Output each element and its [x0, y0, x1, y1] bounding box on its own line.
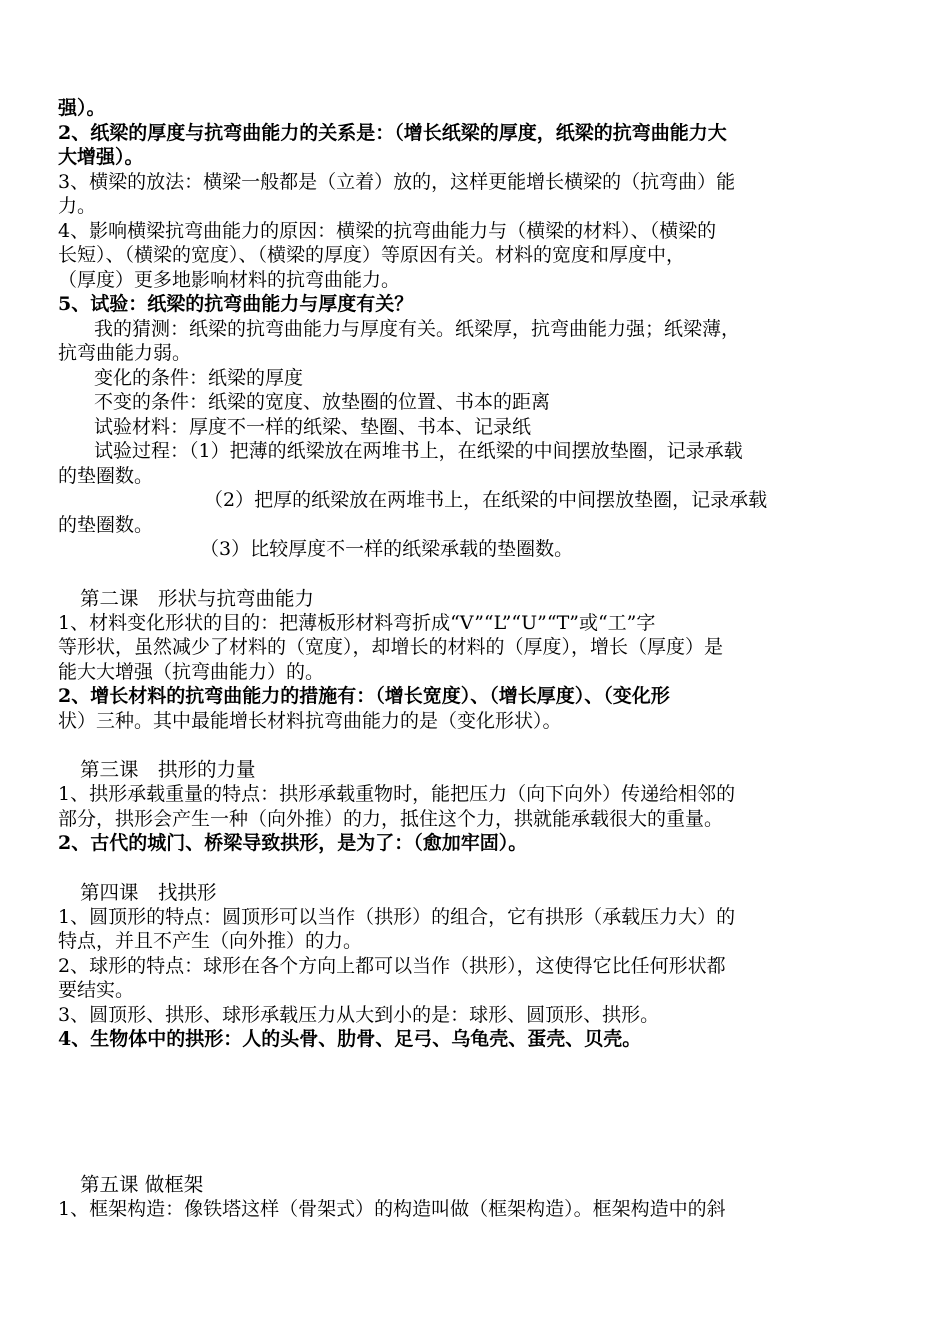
text-line: 大增强）。	[58, 146, 144, 168]
text-line: 不变的条件：纸梁的宽度、放垫圈的位置、书本的距离	[94, 391, 551, 413]
text-line: 我的猜测：纸梁的抗弯曲能力与厚度有关。纸梁厚，抗弯曲能力强；纸梁薄，	[94, 317, 741, 340]
text-line: 1、框架构造：像铁塔这样（骨架式）的构造叫做（框架构造）。框架构造中的斜	[58, 1197, 726, 1220]
text-line: 能大大增强（抗弯曲能力）的。	[58, 660, 325, 683]
text-line: 3、圆顶形、拱形、球形承载压力从大到小的是：球形、圆顶形、拱形。	[58, 1003, 660, 1026]
text-line: 的垫圈数。	[58, 464, 154, 487]
text-line: 2、增长材料的抗弯曲能力的措施有：（增长宽度）、（增长厚度）、（变化形	[58, 685, 670, 707]
text-line: 4、影响横梁抗弯曲能力的原因：横梁的抗弯曲能力与（横梁的材料）、（横梁的	[58, 219, 717, 242]
text-line: 1、圆顶形的特点：圆顶形可以当作（拱形）的组合，它有拱形（承载压力大）的	[58, 905, 736, 928]
text-line: 部分，拱形会产生一种（向外推）的力，抵住这个力，拱就能承载很大的重量。	[58, 807, 724, 830]
text-line: 4、生物体中的拱形：人的头骨、肋骨、足弓、乌龟壳、蛋壳、贝壳。	[58, 1028, 642, 1050]
text-line: 强）。	[58, 97, 106, 119]
text-line: 2、球形的特点：球形在各个方向上都可以当作（拱形），这使得它比任何形状都	[58, 954, 726, 977]
section-heading: 第五课 做框架	[80, 1172, 204, 1196]
section-heading: 第四课 找拱形	[80, 880, 217, 904]
text-line: 3、横梁的放法：横梁一般都是（立着）放的，这样更能增长横梁的（抗弯曲）能	[58, 170, 736, 193]
text-line: 试验过程：（1）把薄的纸梁放在两堆书上，在纸梁的中间摆放垫圈，记录承载	[94, 440, 743, 462]
section-heading: 第三课 拱形的力量	[80, 758, 256, 781]
text-line: 特点，并且不产生（向外推）的力。	[58, 930, 363, 952]
text-line: 力。	[58, 195, 97, 217]
text-line: 1、拱形承载重量的特点：拱形承载重物时，能把压力（向下向外）传递给相邻的	[58, 783, 736, 805]
text-line: 状）三种。其中最能增长材料抗弯曲能力的是（变化形状）。	[58, 709, 562, 732]
text-line: 2、古代的城门、桥梁导致拱形，是为了：（愈加牢固）。	[58, 832, 528, 854]
text-line: 长短）、（横梁的宽度）、（横梁的厚度）等原因有关。材料的宽度和厚度中，	[58, 244, 686, 266]
section-heading: 第二课 形状与抗弯曲能力	[80, 586, 315, 610]
text-line: （2）把厚的纸梁放在两堆书上，在纸梁的中间摆放垫圈，记录承载	[204, 489, 768, 511]
text-line: （厚度）更多地影响材料的抗弯曲能力。	[58, 268, 401, 291]
text-line: 等形状，虽然减少了材料的（宽度），却增长的材料的（厚度），增长（厚度）是	[58, 636, 724, 658]
text-line: 5、试验：纸梁的抗弯曲能力与厚度有关？	[58, 293, 414, 315]
document-page	[58, 96, 864, 1221]
text-line: 抗弯曲能力弱。	[58, 342, 192, 364]
text-line: 试验材料：厚度不一样的纸梁、垫圈、书本、记录纸	[94, 415, 532, 438]
text-line: （3）比较厚度不一样的纸梁承载的垫圈数。	[200, 538, 574, 560]
text-line: 2、纸梁的厚度与抗弯曲能力的关系是：（增长纸梁的厚度，纸梁的抗弯曲能力大	[58, 121, 727, 144]
text-line: 变化的条件：纸梁的厚度	[94, 366, 304, 389]
text-line: 要结实。	[58, 979, 135, 1001]
text-line: 1、材料变化形状的目的：把薄板形材料弯折成“V”“L”“U”“T”或“工”字	[58, 611, 656, 634]
text-line: 的垫圈数。	[58, 513, 154, 536]
